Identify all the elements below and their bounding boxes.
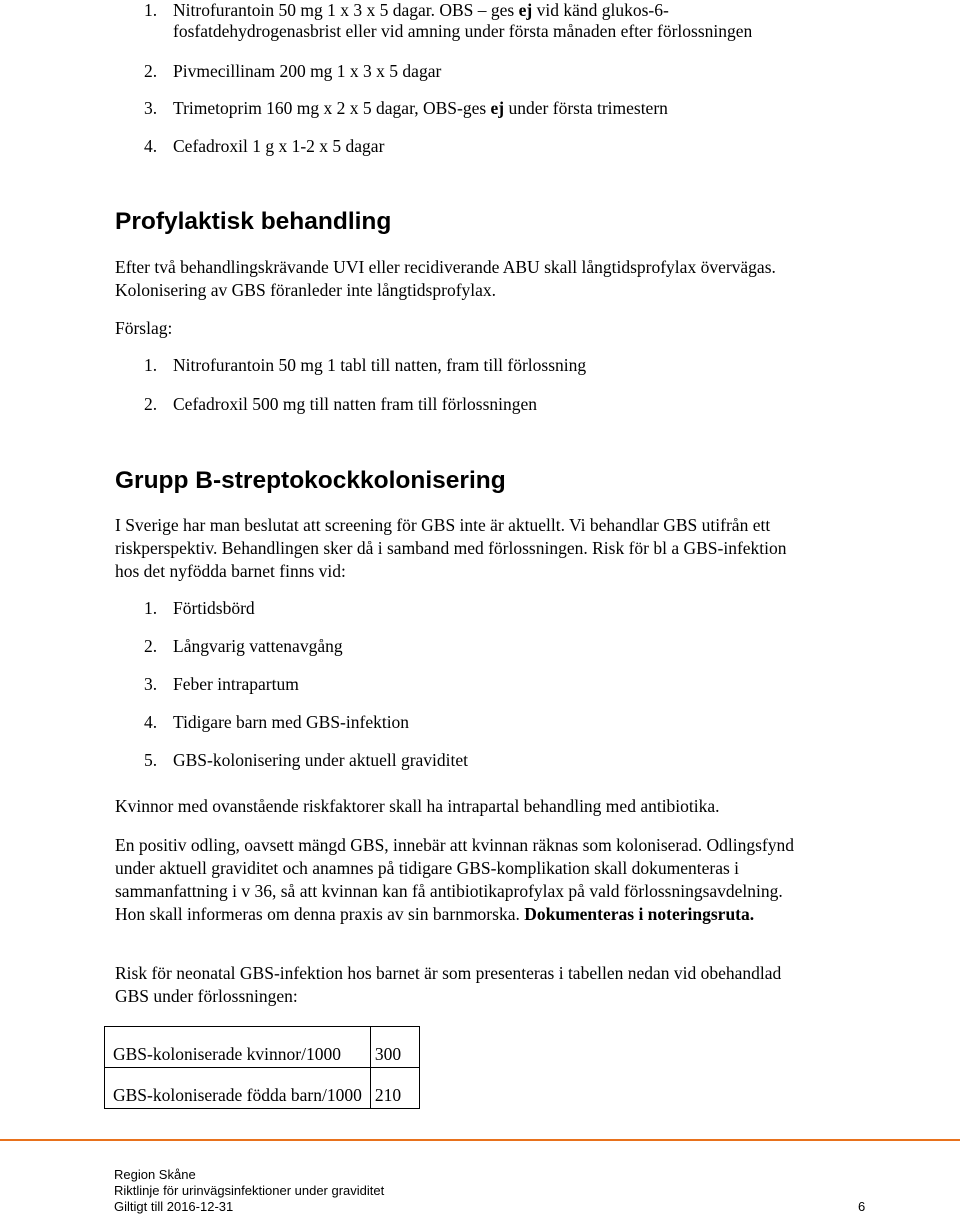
page-number: 6: [858, 1199, 866, 1214]
paragraph-line: hos det nyfödda barnet finns vid:: [115, 561, 346, 581]
emphasis-text: ej: [518, 0, 533, 20]
list-item-continuation: fosfatdehydrogenasbrist eller vid amning under första månaden efter förlossningen: [173, 21, 753, 41]
list-item: [144, 394, 537, 415]
forslag-label: Förslag:: [115, 318, 173, 338]
emphasis-text: ej: [490, 98, 505, 118]
list-text: Pivmecillinam 200 mg 1 x 3 x 5 dagar: [173, 61, 442, 81]
list-item: [144, 61, 441, 82]
table-row: [105, 1027, 420, 1068]
list-number: 5.: [144, 750, 158, 770]
list-number: 2.: [144, 394, 158, 414]
paragraph-line: under aktuell graviditet och anamnes på tidigare GBS-komplikation skall dokumenteras i: [115, 858, 740, 878]
table-row: [105, 1068, 420, 1109]
paragraph-line: I Sverige har man beslutat att screening för GBS inte är aktuellt. Vi behandlar GBS utifrån ett: [115, 515, 771, 535]
footer-title: Riktlinje för urinvägsinfektioner under graviditet: [114, 1183, 385, 1198]
footer-org: Region Skåne: [114, 1167, 196, 1182]
risk-factor-item: [144, 750, 468, 771]
footer-valid-date: Giltigt till 2016-12-31: [114, 1199, 234, 1214]
list-text: Cefadroxil 1 g x 1-2 x 5 dagar: [173, 136, 385, 156]
paragraph-line: Kvinnor med ovanstående riskfaktorer skall ha intrapartal behandling med antibiotika.: [115, 796, 720, 816]
paragraph-line: riskperspektiv. Behandlingen sker då i samband med förlossningen. Risk för bl a GBS-infektion: [115, 538, 787, 558]
list-item: [144, 0, 669, 21]
list-number: 1.: [144, 355, 158, 375]
list-text: Långvarig vattenavgång: [173, 636, 343, 656]
list-item: [144, 355, 586, 376]
table-cell-label: GBS-koloniserade kvinnor/1000: [105, 1027, 371, 1068]
risk-factor-item: [144, 636, 343, 657]
list-number: 3.: [144, 674, 158, 694]
paragraph-line: En positiv odling, oavsett mängd GBS, innebär att kvinnan räknas som koloniserad. Odlingsfynd: [115, 835, 795, 855]
table-cell-value: 210: [370, 1068, 419, 1109]
risk-factor-item: [144, 674, 299, 695]
paragraph-text: Hon skall informeras om denna praxis av sin barnmorska.: [115, 904, 525, 924]
list-text: GBS-kolonisering under aktuell graviditet: [173, 750, 469, 770]
list-text: Cefadroxil 500 mg till natten fram till förlossningen: [173, 394, 538, 414]
paragraph-line: sammanfattning i v 36, så att kvinnan kan få antibiotikaprofylax på vald förlossningsavdelning.: [115, 881, 783, 901]
list-number: 4.: [144, 712, 158, 732]
risk-factor-item: [144, 712, 409, 733]
list-text: Tidigare barn med GBS-infektion: [173, 712, 410, 732]
paragraph-line: GBS under förlossningen:: [115, 986, 298, 1006]
section-heading: Profylaktisk behandling: [115, 208, 392, 235]
paragraph-line: Kolonisering av GBS föranleder inte långtidsprofylax.: [115, 280, 497, 300]
risk-factor-item: [144, 598, 255, 619]
list-number: 2.: [144, 636, 158, 656]
table-cell-label: GBS-koloniserade födda barn/1000: [105, 1068, 371, 1109]
list-number: 1.: [144, 0, 158, 20]
list-text: Trimetoprim 160 mg x 2 x 5 dagar, OBS-ges: [173, 98, 491, 118]
footer-divider: [0, 1139, 960, 1141]
list-number: 3.: [144, 98, 158, 118]
list-item: [144, 136, 384, 157]
list-number: 4.: [144, 136, 158, 156]
list-text: Nitrofurantoin 50 mg 1 tabl till natten, fram till förlossning: [173, 355, 587, 375]
paragraph-line: [115, 903, 754, 926]
paragraph-line: Efter två behandlingskrävande UVI eller recidiverande ABU skall långtidsprofylax övervägas.: [115, 257, 776, 277]
paragraph-line: Risk för neonatal GBS-infektion hos barnet är som presenteras i tabellen nedan vid obehandlad: [115, 963, 782, 983]
list-text: under första trimestern: [504, 98, 668, 118]
list-text: vid känd glukos-6-: [532, 0, 669, 20]
emphasis-text: Dokumenteras i noteringsruta.: [524, 904, 755, 924]
list-number: 1.: [144, 598, 158, 618]
table-cell-value: 300: [370, 1027, 419, 1068]
list-text: Feber intrapartum: [173, 674, 299, 694]
section-heading: Grupp B-streptokockkolonisering: [115, 467, 506, 494]
list-text: Nitrofurantoin 50 mg 1 x 3 x 5 dagar. OBS – ges: [173, 0, 519, 20]
list-number: 2.: [144, 61, 158, 81]
list-text: Förtidsbörd: [173, 598, 255, 618]
list-item: [144, 98, 668, 119]
risk-table: [104, 1026, 420, 1109]
